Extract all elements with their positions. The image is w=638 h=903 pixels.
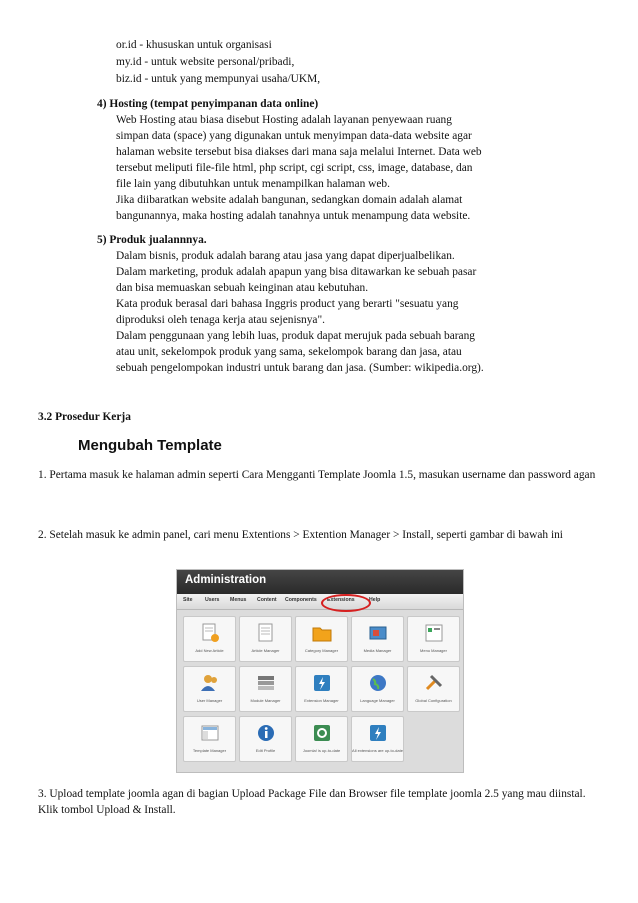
tile-global-configuration[interactable]: [407, 666, 460, 712]
users-icon: [200, 673, 220, 693]
folder-icon: [312, 623, 332, 643]
tile-edit-profile[interactable]: [239, 716, 292, 762]
tile-label: All extensions are up-to-date: [352, 748, 403, 753]
tile-joomla-up-to-date[interactable]: [295, 716, 348, 762]
tile-label: Article Manager: [251, 648, 280, 653]
item5-line: atau unit, sekelompok produk yang sama, sekelompok barang dan jasa, atau: [116, 346, 462, 358]
menu-extensions[interactable]: Extensions: [327, 597, 355, 603]
joomla-icon: [312, 723, 332, 743]
tile-category-manager[interactable]: [295, 616, 348, 662]
tile-label: Media Manager: [363, 648, 392, 653]
tile-menu-manager[interactable]: [407, 616, 460, 662]
domain-line-orid: or.id - khususkan untuk organisasi: [116, 39, 272, 51]
item5-heading: 5) Produk jualannnya.: [97, 234, 207, 246]
tile-label: Menu Manager: [420, 648, 447, 653]
extension-icon: [312, 673, 332, 693]
globe-icon: [368, 673, 388, 693]
media-icon: [368, 623, 388, 643]
step-2: 2. Setelah masuk ke admin panel, cari menu Extentions > Extention Manager > Install, seperti gambar di bawah ini: [38, 529, 563, 541]
tile-label: User Manager: [196, 698, 223, 703]
tile-add-new-article[interactable]: [183, 616, 236, 662]
tile-label: Edit Profile: [255, 748, 276, 753]
tile-extensions-up-to-date[interactable]: [351, 716, 404, 762]
section-heading: 3.2 Prosedur Kerja: [38, 411, 131, 423]
add-article-icon: [200, 623, 220, 643]
admin-menu-bar: [177, 594, 463, 610]
menu-users[interactable]: Users: [205, 597, 220, 603]
tools-icon: [424, 673, 444, 693]
admin-title: Administration: [185, 574, 267, 586]
template-icon: [200, 723, 220, 743]
item4-heading: 4) Hosting (tempat penyimpanan data online): [97, 98, 319, 110]
tile-label: Template Manager: [192, 748, 227, 753]
tile-module-manager[interactable]: [239, 666, 292, 712]
item4-line: file lain yang dibutuhkan untuk menampilkan halaman web.: [116, 178, 390, 190]
item5-line: Dalam penggunaan yang lebih luas, produk dapat merujuk pada sebuah barang: [116, 330, 476, 342]
menu-site[interactable]: Site: [183, 597, 193, 603]
item5-line: Dalam marketing, produk adalah apapun yang bisa ditawarkan ke sebuah pasar: [116, 266, 477, 278]
domain-line-myid: my.id - untuk website personal/pribadi,: [116, 56, 295, 68]
item4-line: tersebut meliputi file-file html, php script, cgi script, css, image, database, dan: [116, 162, 473, 174]
step-3: 3. Upload template joomla agan di bagian Upload Package File dan Browser file template joomla 2.5 yang mau diinstal. Klik tombol Upload & Install.: [38, 788, 586, 816]
tile-label: Global Configuration: [415, 698, 452, 703]
tile-label: Language Manager: [360, 698, 395, 703]
tile-language-manager[interactable]: [351, 666, 404, 712]
tile-label: Add New Article: [195, 648, 224, 653]
tile-label: Joomla! is up-to-date: [302, 748, 341, 753]
step-1: 1. Pertama masuk ke halaman admin seperti Cara Mengganti Template Joomla 1.5, masukan username dan password agan: [38, 469, 596, 481]
menu-manager-icon: [424, 623, 444, 643]
item5-line: Dalam bisnis, produk adalah barang atau jasa yang dapat diperjualbelikan.: [116, 250, 455, 262]
domain-line-bizid: biz.id - untuk yang mempunyai usaha/UKM,: [116, 73, 321, 85]
tile-label: Category Manager: [304, 648, 339, 653]
tile-extension-manager[interactable]: [295, 666, 348, 712]
item5-line: sebuah pengelompokan industri untuk barang dan jasa. (Sumber: wikipedia.org).: [116, 362, 484, 374]
tile-label: Module Manager: [250, 698, 281, 703]
item5-line: Kata produk berasal dari bahasa Inggris product yang berarti "sesuatu yang: [116, 298, 459, 310]
info-icon: [256, 723, 276, 743]
tile-label: Extension Manager: [304, 698, 339, 703]
module-icon: [256, 673, 276, 693]
menu-components[interactable]: Components: [285, 597, 317, 603]
tile-user-manager[interactable]: [183, 666, 236, 712]
tile-article-manager[interactable]: [239, 616, 292, 662]
item4-line: Jika diibaratkan website adalah bangunan, sedangkan domain adalah alamat: [116, 194, 463, 206]
tile-media-manager[interactable]: [351, 616, 404, 662]
joomla-admin-screenshot: [176, 569, 464, 773]
item4-line: halaman website tersebut bisa diakses dari mana saja melalui Internet. Data web: [116, 146, 482, 158]
item4-line: Web Hosting atau biasa disebut Hosting adalah layanan penyewaan ruang: [116, 114, 452, 126]
item5-line: diproduksi oleh tenaga kerja atau sejenisnya".: [116, 314, 325, 326]
menu-help[interactable]: Help: [369, 597, 381, 603]
tile-template-manager[interactable]: [183, 716, 236, 762]
subheading: Mengubah Template: [78, 437, 222, 454]
item5-line: dan bisa memuaskan sebuah keinginan atau kebutuhan.: [116, 282, 369, 294]
highlight-circle: [321, 594, 371, 612]
admin-header: [177, 570, 463, 594]
extension-update-icon: [368, 723, 388, 743]
article-icon: [256, 623, 276, 643]
menu-content[interactable]: Content: [257, 597, 277, 603]
item4-line: simpan data (space) yang digunakan untuk menyimpan data-data website agar: [116, 130, 472, 142]
menu-menus[interactable]: Menus: [230, 597, 247, 603]
item4-line: bangunannya, maka hosting adalah tanahnya untuk menampung data website.: [116, 210, 471, 222]
